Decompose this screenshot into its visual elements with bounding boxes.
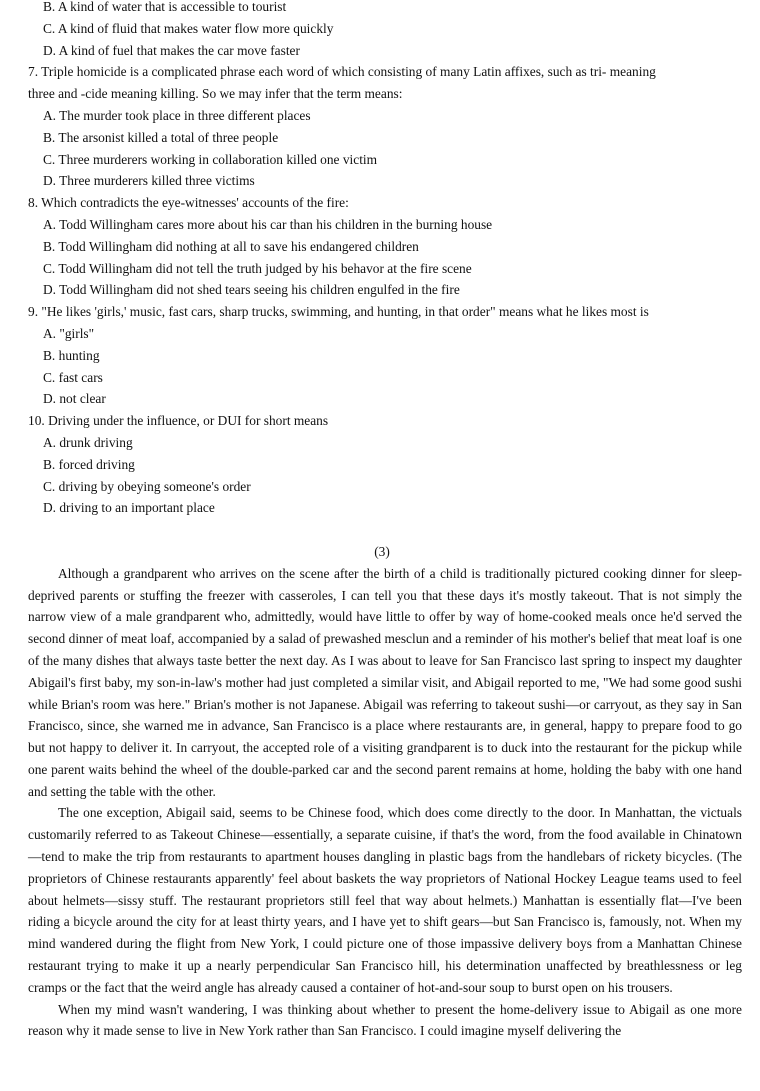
q9-option-c: C. fast cars <box>43 369 103 385</box>
question-7-stem: 7. Triple homicide is a complicated phrase each word of which consisting of many Latin affixes, such as tri- meaning <box>28 64 656 80</box>
passage-paragraph-2: The one exception, Abigail said, seems to be Chinese food, which does come directly to the door. In Manhattan, the victuals customarily referred to as Takeout Chinese—essentially, a separate cuisine, if that's the word, from the food available in Chinatown—tend to make the trip from restaurants to apartment houses dangling in plastic bags from the handlebars of rickety bicycles. (The proprietors of Chinese restaurants apparently' feel about baskets the way proprietors of National Hockey League teams used to feel about helmets—sissy stuff. The restaurant proprietors still feel that way about helmets.) Manhattan is essentially flat—I've been riding a bicycle around the city for at least thirty years, and I have yet to shift gears—but San Francisco is, famously, not. When my mind wandered during the flight from New York, I could picture one of those impassive delivery boys from a Manhattan Chinese restaurant trying to make it up a nearly perpendicular San Francisco hill, his determination unaffected by breathlessness or leg cramps or the fact that the weird angle has already caused a container of hot-and-sour soup to burst open on his trousers. <box>28 805 742 995</box>
q10-option-d: D. driving to an important place <box>43 500 215 516</box>
q8-option-c: C. Todd Willingham did not tell the truth judged by his behavor at the fire scene <box>43 260 472 276</box>
question-7-stem-continued: three and -cide meaning killing. So we may infer that the term means: <box>28 86 403 102</box>
question-7 <box>0 61 760 192</box>
q7-option-c: C. Three murderers working in collaboration killed one victim <box>43 151 378 167</box>
q7-option-a: A. The murder took place in three different places <box>43 107 311 123</box>
q9-option-a: A. "girls" <box>43 325 95 341</box>
question-9 <box>0 301 760 410</box>
q6-option-b: B. A kind of water that is accessible to tourist <box>43 0 287 14</box>
question-8 <box>0 192 760 301</box>
q8-option-a: A. Todd Willingham cares more about his car than his children in the burning house <box>43 216 493 232</box>
q10-option-a: A. drunk driving <box>43 434 133 450</box>
q8-option-b: B. Todd Willingham did nothing at all to save his endangered children <box>43 238 419 254</box>
question-10 <box>0 410 760 519</box>
q10-option-b: B. forced driving <box>43 456 135 472</box>
question-9-stem: 9. "He likes 'girls,' music, fast cars, sharp trucks, swimming, and hunting, in that order" means what he likes most is <box>28 304 649 320</box>
q9-option-d: D. not clear <box>43 391 106 407</box>
question-10-stem: 10. Driving under the influence, or DUI for short means <box>28 413 329 429</box>
question-6-options <box>0 0 760 61</box>
q10-option-c: C. driving by obeying someone's order <box>43 478 251 494</box>
q9-option-b: B. hunting <box>43 347 100 363</box>
passage-paragraph-3: When my mind wasn't wandering, I was thinking about whether to present the home-delivery issue to Abigail as one more reason why it made sense to live in New York rather than San Francisco. I could imagine myself delivering the <box>28 1001 742 1039</box>
question-8-stem: 8. Which contradicts the eye-witnesses' accounts of the fire: <box>28 195 349 211</box>
q7-option-d: D. Three murderers killed three victims <box>43 173 255 189</box>
passage-paragraph-1: Although a grandparent who arrives on the scene after the birth of a child is traditionally pictured cooking dinner for sleep-deprived parents or stuffing the freezer with casseroles, I can tell you that these days it's mostly takeout. That is not simply the narrow view of a male grandparent who, admittedly, would have little to offer by way of home-cooked meals once he'd served the second dinner of meat loaf, accompanied by a salad of prewashed mesclun and a reminder of his mother's belief that meat loaf is one of the many dishes that always taste better the next day. As I was about to leave for San Francisco last spring to inspect my daughter Abigail's first baby, my son-in-law's mother had just completed a similar visit, and Abigail reported to me, "We had some good sushi while Brian's room was here." Brian's mother is not Japanese. Abigail was referring to takeout sushi—or carryout, as they say in San Francisco, since, she warned me in advance, San Francisco is a place where restaurants are, in general, happy to prepare food to go but not happy to deliver it. In carryout, the accepted role of a visiting grandparent is to duck into the restaurant for the pickup while one parent waits behind the wheel of the double-parked car and the second parent remains at home, holding the baby with one hand and setting the table with the other. <box>28 565 742 799</box>
q7-option-b: B. The arsonist killed a total of three people <box>43 129 279 145</box>
section-heading: (3) <box>374 543 390 559</box>
reading-passage <box>0 563 760 1043</box>
q6-option-c: C. A kind of fluid that makes water flow more quickly <box>43 20 334 36</box>
q8-option-d: D. Todd Willingham did not shed tears seeing his children engulfed in the fire <box>43 282 460 298</box>
q6-option-d: D. A kind of fuel that makes the car move faster <box>43 42 300 58</box>
